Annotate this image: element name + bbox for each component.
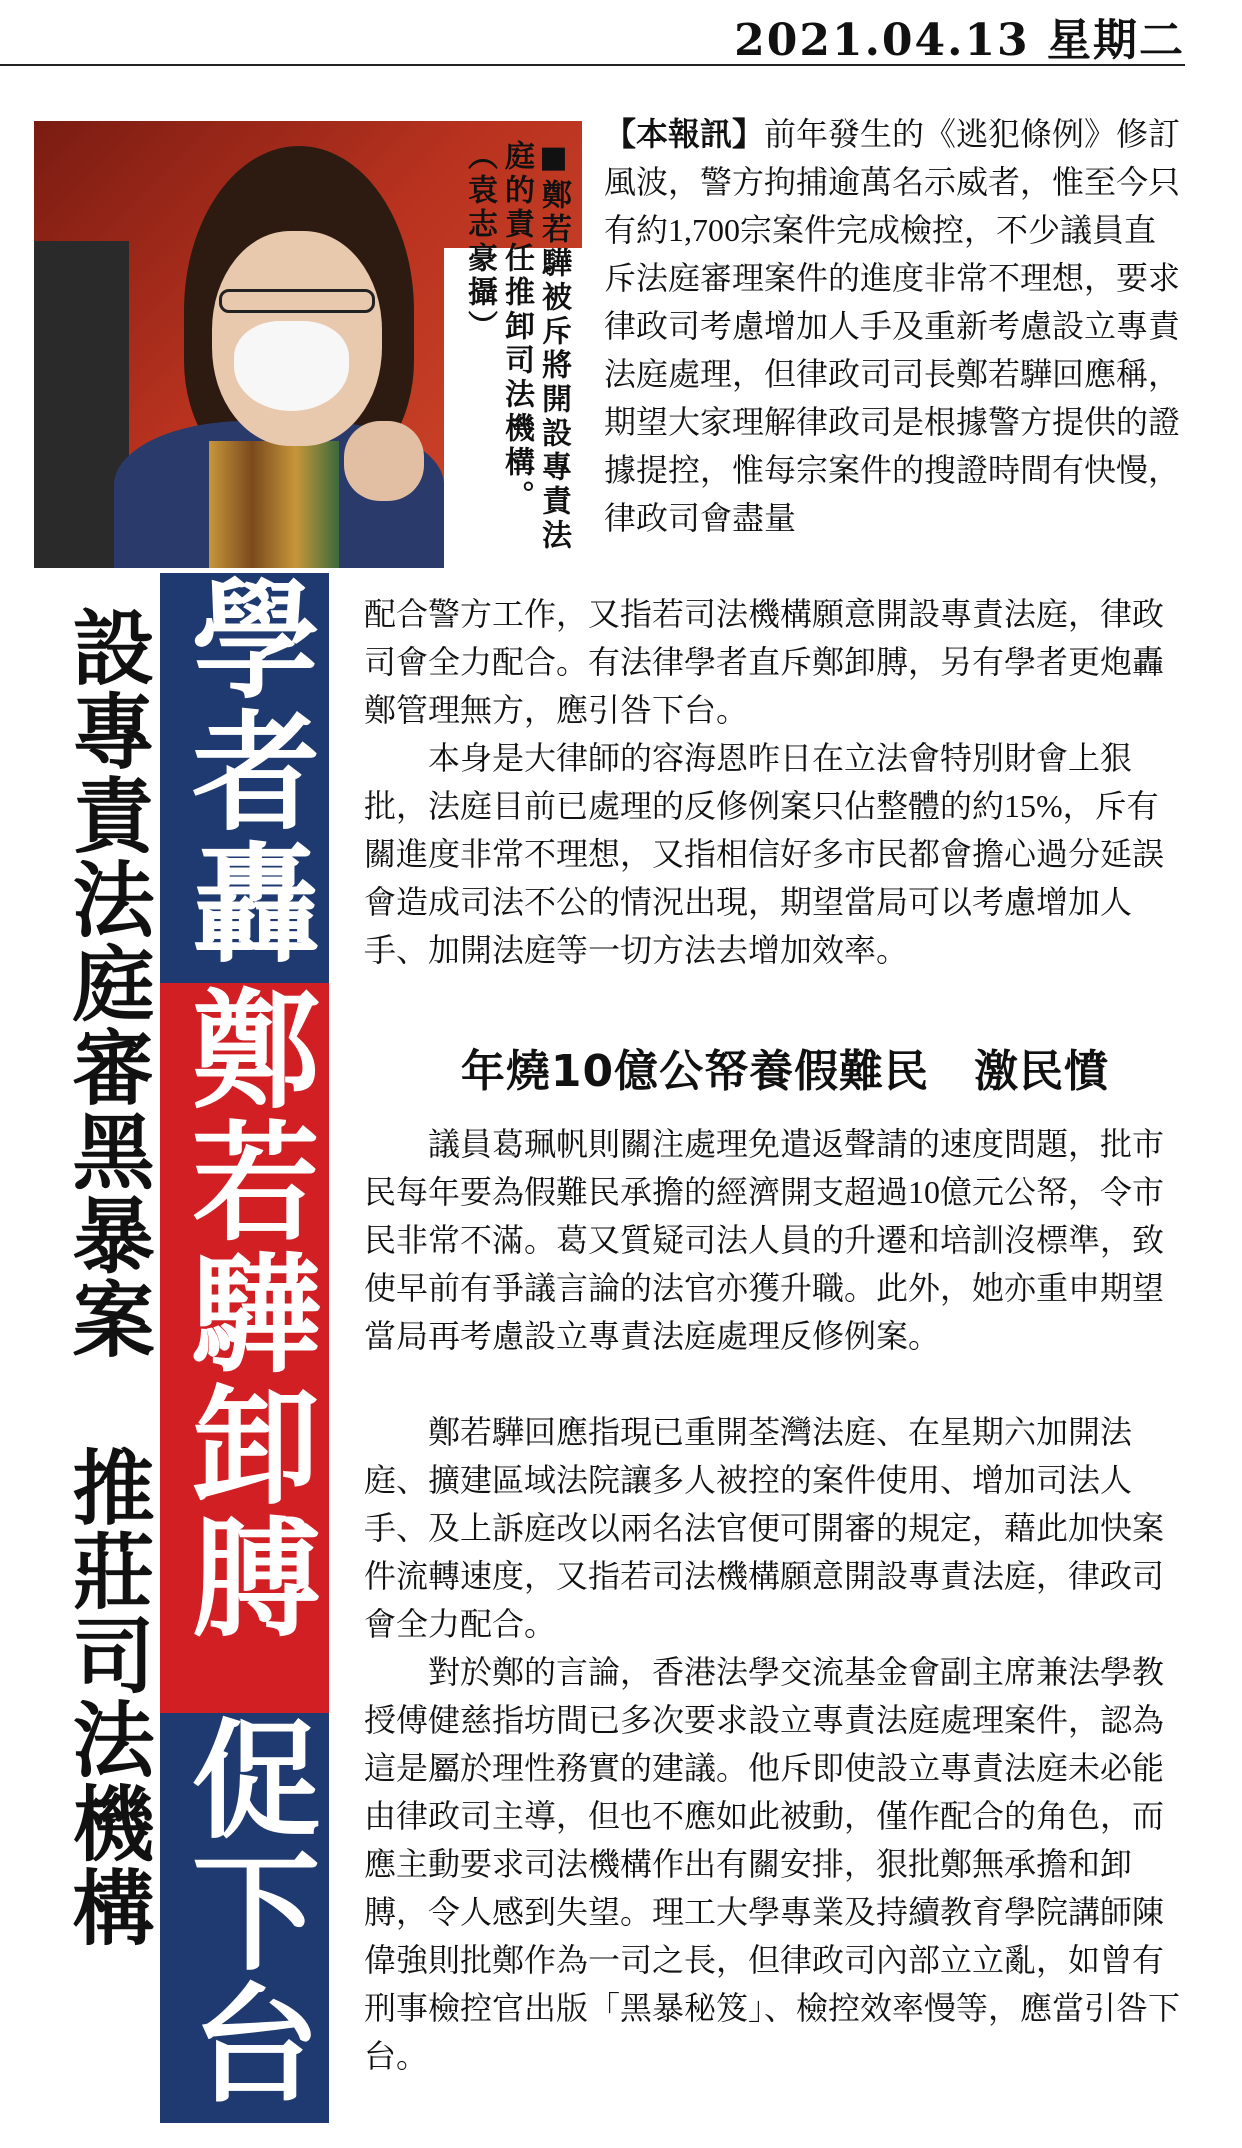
- article-paragraph-3: 議員葛珮帆則關注處理免遣返聲請的速度問題，批市民每年要為假難民承擔的經濟開支超過10億元公帑，令市民非常不滿。葛又質疑司法人員的升遷和培訓沒標準，致使早前有爭議言論的法官亦獲升職。此外，她亦重申期望當局再考慮設立專責法庭處理反修例案。: [364, 1126, 1165, 1354]
- headline-part-1: 學者轟: [160, 573, 329, 983]
- lead-tag: 【本報訊】: [604, 115, 765, 153]
- article-paragraph-4: 鄭若驊回應指現已重開荃灣法庭、在星期六加開法庭、擴建區域法院讓多人被控的案件使用、增加司法人手、及上訴庭改以兩名法官便可開審的規定，藉此加快案件流轉速度，又指若司法機構願意開設專責法庭，律政司會全力配合。: [364, 1414, 1165, 1642]
- article-paragraph-5: 對於鄭的言論，香港法學交流基金會副主席兼法學教授傅健慈指坊間已多次要求設立專責法庭處理案件，認為這是屬於理性務實的建議。他斥即使設立專責法庭未必能由律政司主導，但也不應如此被動，僅作配合的角色，而應主動要求司法機構作出有關安排，狠批鄭無承擔和卸膊，令人感到失望。理工大學專業及持續教育學院講師陳偉強則批鄭作為一司之長，但律政司內部立立亂，如曾有刑事檢控官出版「黑暴秘笈」、檢控效率慢等，應當引咎下台。: [364, 1654, 1181, 2074]
- photo-caption: ■鄭若驊被斥將開設專責法庭的責任推卸司法機構。（袁志豪攝）: [462, 140, 571, 553]
- headline-part-3: 促下台: [160, 1713, 329, 2123]
- article-paragraph-1a: 【本報訊】前年發生的《逃犯條例》修訂風波，警方拘捕逾萬名示威者，惟至今只有約1,700宗案件完成檢控，不少議員直斥法庭審理案件的進度非常不理想，要求律政司考慮增加人手及重新考慮設立專責法庭處理，但律政司司長鄭若驊回應稱，期望大家理解律政司是根據警方提供的證據提控，惟每宗案件的搜證時間有快慢，律政司會盡量: [604, 115, 1181, 536]
- article-paragraph-2: 本身是大律師的容海恩昨日在立法會特別財會上狠批，法庭目前已處理的反修例案只佔整體的約15%，斥有關進度非常不理想，又指相信好多市民都會擔心過分延誤會造成司法不公的情況出現，期望當局可以考慮增加人手、加開法庭等一切方法去增加效率。: [364, 740, 1165, 968]
- article-subheading: 年燒10億公帑養假難民 激民憤: [460, 1046, 1110, 1097]
- issue-date: 2021.04.13 星期二: [734, 15, 1185, 66]
- date-bar: [0, 0, 1185, 66]
- article-paragraph-1b: 配合警方工作，又指若司法機構願意開設專責法庭，律政司會全力配合。有法律學者直斥鄭卸膊，另有學者更炮轟鄭管理無方，應引咎下台。: [364, 596, 1165, 728]
- headline-part-2: 鄭若驊卸膊: [160, 983, 329, 1713]
- side-headline: 設專責法庭審黑暴案 推莊司法機構: [59, 605, 154, 1949]
